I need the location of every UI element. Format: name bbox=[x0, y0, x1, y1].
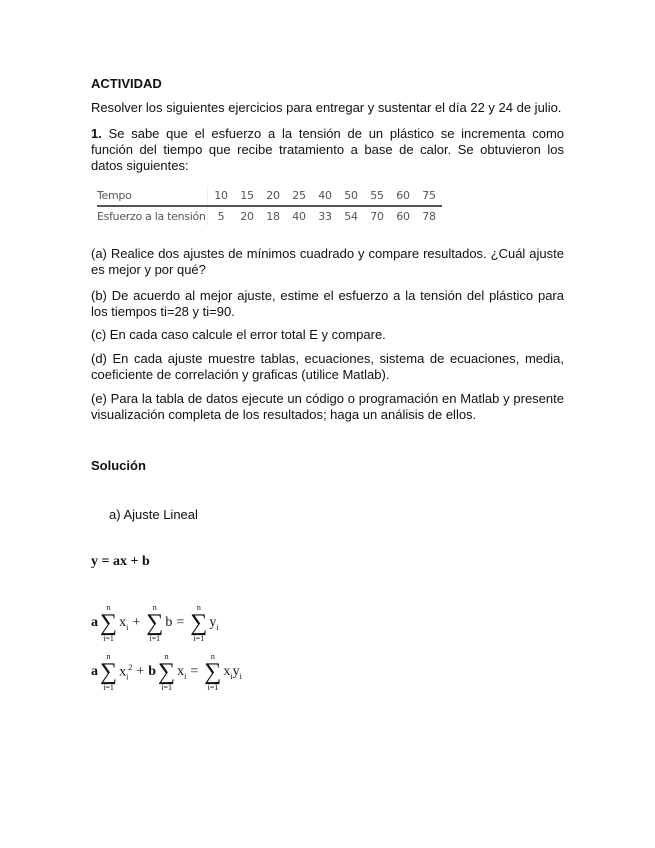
sum-icon: n ∑ i=1 bbox=[190, 603, 208, 643]
table-cell: 50 bbox=[338, 186, 364, 206]
sum-icon: n ∑ i=1 bbox=[204, 652, 222, 692]
data-table bbox=[97, 186, 442, 226]
heading: ACTIVIDAD bbox=[91, 76, 162, 91]
table-cell: 54 bbox=[344, 210, 358, 223]
sum-icon: n ∑ i=1 bbox=[100, 652, 118, 692]
table-cell: 60 bbox=[390, 186, 416, 206]
item-e: (e) Para la tabla de datos ejecute un código o programación en Matlab y presente visualización completa de los resultados; haga un análisis de ellos. bbox=[91, 391, 564, 422]
table-cell: 70 bbox=[370, 210, 384, 223]
problem-number: 1. bbox=[91, 126, 102, 141]
table-cell: 25 bbox=[286, 186, 312, 206]
sum-icon: n ∑ i=1 bbox=[146, 603, 164, 643]
table-cell: 5 bbox=[217, 210, 225, 223]
problem-statement bbox=[91, 126, 564, 174]
item-a: (a) Realice dos ajustes de mínimos cuadrado y compare resultados. ¿Cuál ajuste es mejor y por qué? bbox=[91, 246, 564, 277]
table-row bbox=[97, 186, 442, 206]
table-cell: 15 bbox=[234, 186, 260, 206]
table-cell: 18 bbox=[266, 210, 280, 223]
coef-a: a bbox=[91, 615, 98, 630]
table-cell: 10 bbox=[208, 186, 235, 206]
linear-equation: y = ax + b bbox=[91, 554, 150, 569]
table-cell: 20 bbox=[260, 186, 286, 206]
table-cell: 78 bbox=[422, 210, 436, 223]
normal-equation-2: a n ∑ i=1 $x_i^2$ + b n ∑ i=1 $x_i$ = n ∑ i=1 $x_iy_i$ bbox=[91, 652, 242, 692]
table-cell: 33 bbox=[318, 210, 332, 223]
problem-text: Se sabe que el esfuerzo a la tensión de un plástico se incrementa como función del tiempo que recibe tratamiento a base de calor. Se obtuvieron los datos siguientes: bbox=[91, 126, 564, 173]
item-b: (b) De acuerdo al mejor ajuste, estime el esfuerzo a la tensión del plástico para los tiempos ti=28 y ti=90. bbox=[91, 288, 564, 319]
table-cell: 75 bbox=[416, 186, 442, 206]
solution-heading: Solución bbox=[91, 458, 146, 473]
normal-equation-1: a n ∑ i=1 $x_i$ + n ∑ i=1 b = n ∑ i=1 $y_i$ bbox=[91, 603, 219, 643]
sum-icon: n ∑ i=1 bbox=[100, 603, 118, 643]
subsection-title: a) Ajuste Lineal bbox=[109, 507, 198, 522]
table-cell: 60 bbox=[396, 210, 410, 223]
table-row bbox=[97, 206, 442, 226]
intro-text: Resolver los siguientes ejercicios para entregar y sustentar el día 22 y 24 de julio. bbox=[91, 100, 562, 115]
row-label: Esfuerzo a la tensión bbox=[97, 206, 208, 226]
table-cell: 20 bbox=[240, 210, 254, 223]
table-cell: 55 bbox=[364, 186, 390, 206]
row-label: Tempo bbox=[97, 186, 208, 206]
table-cell: 40 bbox=[312, 186, 338, 206]
table-cell: 40 bbox=[292, 210, 306, 223]
item-c: (c) En cada caso calcule el error total E y compare. bbox=[91, 327, 386, 342]
sum-icon: n ∑ i=1 bbox=[158, 652, 176, 692]
item-d: (d) En cada ajuste muestre tablas, ecuaciones, sistema de ecuaciones, media, coeficiente de correlación y graficas (utilice Matlab). bbox=[91, 351, 564, 382]
